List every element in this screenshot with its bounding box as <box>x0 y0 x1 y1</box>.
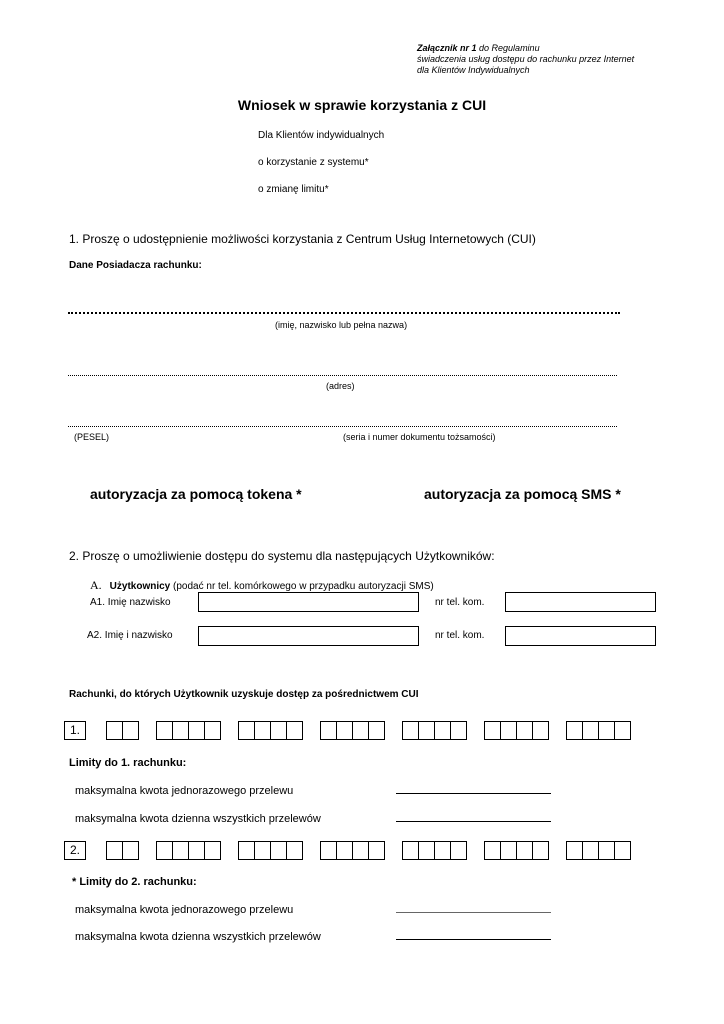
attachment-line3: dla Klientów Indywidualnych <box>417 65 530 75</box>
user-a1-name-input[interactable] <box>198 592 419 612</box>
limits-1-daily-field[interactable] <box>396 821 551 822</box>
attachment-regulation: do Regulaminu <box>476 43 540 53</box>
users-letter: A. <box>90 578 102 592</box>
pesel-caption: (PESEL) <box>74 432 110 442</box>
section1-heading: 1. Proszę o udostępnienie możliwości korzystania z Centrum Usług Internetowych (CUI) <box>69 232 536 246</box>
user-a2-phone-input[interactable] <box>505 626 656 646</box>
account-1-group-4[interactable] <box>320 721 385 740</box>
limits-1-single-label: maksymalna kwota jednorazowego przelewu <box>75 785 294 797</box>
account-2-group-2[interactable] <box>156 841 221 860</box>
owner-name-caption: (imię, nazwisko lub pełna nazwa) <box>275 320 408 330</box>
limits-1-daily-label: maksymalna kwota dzienna wszystkich przelewów <box>75 813 321 825</box>
user-a1-phone-input[interactable] <box>505 592 656 612</box>
account-1-group-3[interactable] <box>238 721 303 740</box>
account-2-index: 2. <box>64 841 86 860</box>
limits-1-title: Limity do 1. rachunku: <box>69 757 187 769</box>
account-1-group-6[interactable] <box>484 721 549 740</box>
auth-sms-option[interactable]: autoryzacja za pomocą SMS * <box>424 486 621 502</box>
user-a2-label: A2. Imię i nazwisko <box>87 630 173 641</box>
account-1-group-1[interactable] <box>106 721 139 740</box>
owner-label: Dane Posiadacza rachunku: <box>69 260 202 271</box>
account-1-group-5[interactable] <box>402 721 467 740</box>
owner-address-caption: (adres) <box>326 381 355 391</box>
account-2-group-1[interactable] <box>106 841 139 860</box>
attachment-line2: świadczenia usług dostępu do rachunku przez Internet <box>417 54 635 64</box>
account-1-group-2[interactable] <box>156 721 221 740</box>
user-a1-phone-label: nr tel. kom. <box>435 597 485 608</box>
users-note: (podać nr tel. komórkowego w przypadku autoryzacji SMS) <box>170 581 434 592</box>
account-2-group-4[interactable] <box>320 841 385 860</box>
owner-address-field[interactable] <box>68 375 617 376</box>
limits-2-single-field[interactable] <box>396 912 551 913</box>
user-a2-name-input[interactable] <box>198 626 419 646</box>
intro-option-system[interactable]: o korzystanie z systemu* <box>258 157 369 168</box>
page-title: Wniosek w sprawie korzystania z CUI <box>237 97 487 113</box>
account-1-group-7[interactable] <box>566 721 631 740</box>
users-subheading <box>90 578 434 593</box>
intro-option-limit[interactable]: o zmianę limitu* <box>258 184 329 195</box>
account-1-index: 1. <box>64 721 86 740</box>
attachment-reference <box>417 43 540 54</box>
attachment-number: Załącznik nr 1 <box>417 43 477 53</box>
users-bold-label: Użytkownicy <box>109 581 171 592</box>
id-document-caption: (seria i numer dokumentu tożsamości) <box>343 432 496 442</box>
auth-token-option[interactable]: autoryzacja za pomocą tokena * <box>90 486 302 502</box>
limits-2-daily-field[interactable] <box>396 939 551 940</box>
limits-2-single-label: maksymalna kwota jednorazowego przelewu <box>75 904 294 916</box>
owner-name-field[interactable] <box>68 312 620 314</box>
account-1-number <box>64 721 631 740</box>
limits-2-daily-label: maksymalna kwota dzienna wszystkich przelewów <box>75 931 321 943</box>
account-2-group-6[interactable] <box>484 841 549 860</box>
account-2-number <box>64 841 631 860</box>
user-a2-phone-label: nr tel. kom. <box>435 630 485 641</box>
account-2-group-7[interactable] <box>566 841 631 860</box>
intro-clients: Dla Klientów indywidualnych <box>258 130 385 141</box>
account-2-group-3[interactable] <box>238 841 303 860</box>
section2-heading: 2. Proszę o umożliwienie dostępu do systemu dla następujących Użytkowników: <box>69 549 495 563</box>
user-a1-label: A1. Imię nazwisko <box>90 597 171 608</box>
limits-2-title: * Limity do 2. rachunku: <box>72 876 197 888</box>
account-2-group-5[interactable] <box>402 841 467 860</box>
owner-pesel-id-field[interactable] <box>68 426 617 427</box>
limits-1-single-field[interactable] <box>396 793 551 794</box>
accounts-heading: Rachunki, do których Użytkownik uzyskuje dostęp za pośrednictwem CUI <box>69 689 419 700</box>
